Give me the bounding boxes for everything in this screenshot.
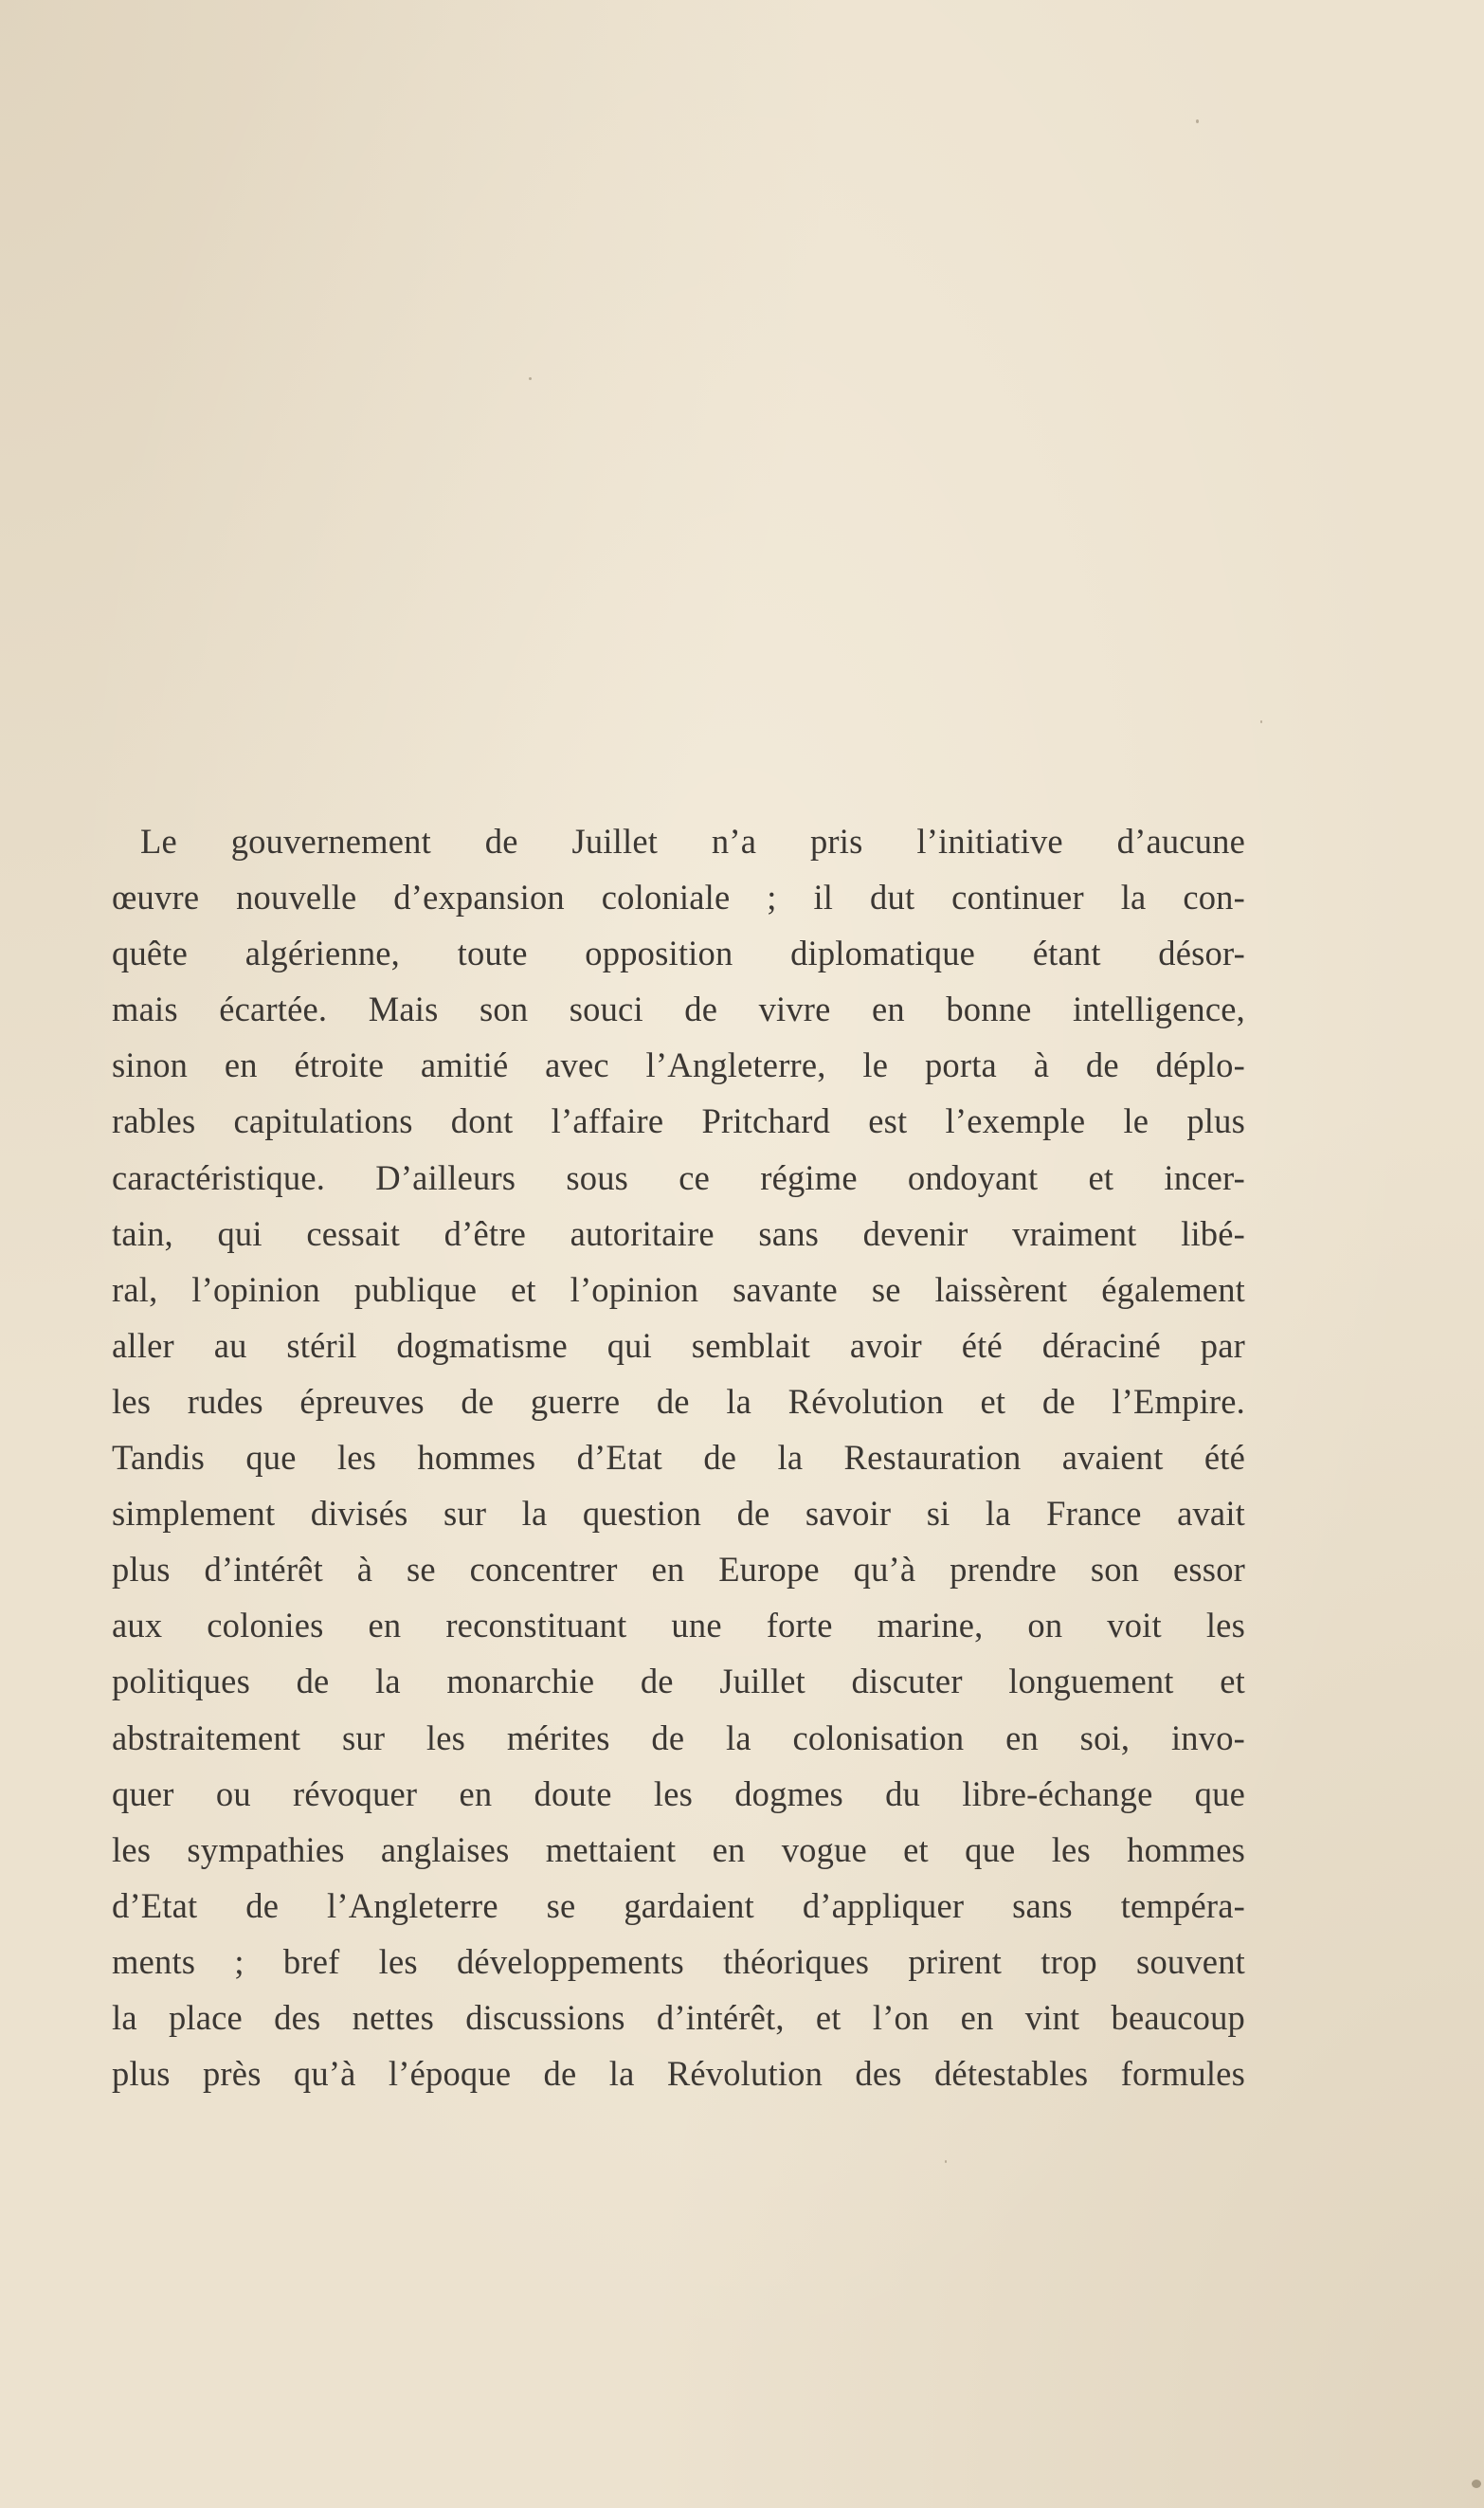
paper-speck <box>1472 2480 1481 2488</box>
text-line <box>112 1373 1245 1429</box>
text-line <box>112 2045 1245 2101</box>
text-line-content: quer ou révoquer en doute les dogmes du libre-échange que <box>112 1773 1245 1813</box>
text-line <box>112 1597 1245 1653</box>
text-line-content: la place des nettes discussions d’intérêt, et l’on en vint beaucoup <box>112 1997 1245 2037</box>
text-line <box>112 981 1245 1037</box>
text-line-content: ments ; bref les développements théoriques prirent trop souvent <box>112 1941 1245 1981</box>
text-line-content: simplement divisés sur la question de savoir si la France avait <box>112 1494 1245 1534</box>
text-line <box>112 1934 1245 1990</box>
text-line-content: mais écartée. Mais son souci de vivre en bonne intelligence, <box>112 990 1245 1029</box>
text-line <box>112 1429 1245 1485</box>
text-line-content: d’Etat de l’Angleterre se gardaient d’appliquer sans tempéra- <box>112 1885 1245 1925</box>
text-line-content: Tandis que les hommes d’Etat de la Restauration avaient été <box>112 1438 1245 1478</box>
text-line-content: plus près qu’à l’époque de la Révolution des détestables formules <box>112 2054 1245 2094</box>
paper-speck <box>945 2160 947 2163</box>
text-line-content: politiques de la monarchie de Juillet discuter longuement et <box>112 1662 1245 1701</box>
text-line <box>112 1206 1245 1262</box>
text-line <box>112 1150 1245 1206</box>
text-line <box>112 1485 1245 1541</box>
text-line <box>112 1990 1245 2045</box>
text-line-content: abstraitement sur les mérites de la colonisation en soi, invo- <box>112 1717 1245 1757</box>
text-line-content: quête algérienne, toute opposition diplomatique étant désor- <box>112 934 1245 973</box>
text-line <box>112 1318 1245 1373</box>
text-line-content: Le gouvernement de Juillet n’a pris l’initiative d’aucune <box>140 822 1245 861</box>
text-line <box>112 1093 1245 1149</box>
text-line-content: aux colonies en reconstituant une forte marine, on voit les <box>112 1606 1245 1645</box>
text-line <box>112 1541 1245 1597</box>
text-line-content: ral, l’opinion publique et l’opinion savante se laissèrent également <box>112 1269 1245 1309</box>
text-line <box>112 1653 1245 1709</box>
text-line-content: caractéristique. D’ailleurs sous ce régime ondoyant et incer- <box>112 1157 1245 1197</box>
text-line <box>112 813 1245 869</box>
text-line-content: sinon en étroite amitié avec l’Angleterre, le porta à de déplo- <box>112 1045 1245 1085</box>
text-line <box>112 1766 1245 1822</box>
text-line <box>112 1822 1245 1878</box>
text-line <box>112 1878 1245 1934</box>
text-line <box>112 1710 1245 1766</box>
text-line-content: tain, qui cessait d’être autoritaire sans devenir vraiment libé- <box>112 1213 1245 1253</box>
paper-speck <box>1196 119 1199 123</box>
paper-speck <box>529 377 532 380</box>
text-line <box>112 1262 1245 1318</box>
text-line-content: œuvre nouvelle d’expansion coloniale ; il dut continuer la con- <box>112 878 1245 918</box>
text-line <box>112 1037 1245 1093</box>
text-line-content: plus d’intérêt à se concentrer en Europe qu’à prendre son essor <box>112 1550 1245 1590</box>
text-line-content: les sympathies anglaises mettaient en vogue et que les hommes <box>112 1829 1245 1869</box>
text-line-content: les rudes épreuves de guerre de la Révolution et de l’Empire. <box>112 1381 1245 1421</box>
text-line-content: rables capitulations dont l’affaire Pritchard est l’exemple le plus <box>112 1101 1245 1141</box>
text-line-content: aller au stéril dogmatisme qui semblait avoir été déraciné par <box>112 1325 1245 1365</box>
text-line <box>112 925 1245 981</box>
text-line <box>112 869 1245 925</box>
paper-speck <box>1260 720 1262 723</box>
body-paragraph <box>112 813 1245 2101</box>
